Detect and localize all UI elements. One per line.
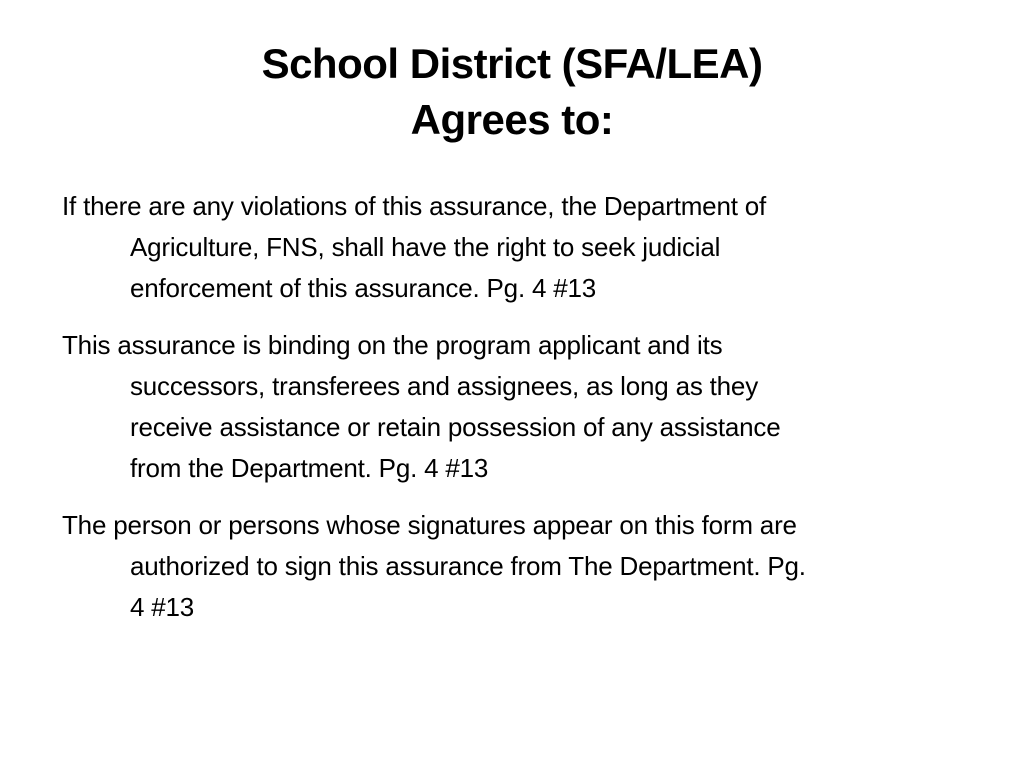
title-line-2: Agrees to: xyxy=(410,96,614,143)
paragraph-signatures xyxy=(62,505,962,628)
paragraph-line: If there are any violations of this assurance, the Department of xyxy=(62,191,767,221)
paragraph-line: successors, transferees and assignees, as long as they xyxy=(130,371,758,401)
title-line-1: School District (SFA/LEA) xyxy=(261,40,763,87)
paragraph-line: The person or persons whose signatures appear on this form are xyxy=(62,510,797,540)
paragraph-binding xyxy=(62,325,962,489)
paragraph-line: authorized to sign this assurance from The Department. Pg. xyxy=(130,551,806,581)
paragraph-line: 4 #13 xyxy=(130,592,195,622)
slide-body xyxy=(62,186,962,644)
paragraph-line: enforcement of this assurance. Pg. 4 #13 xyxy=(130,273,597,303)
paragraph-line: This assurance is binding on the program applicant and its xyxy=(62,330,723,360)
paragraph-line: Agriculture, FNS, shall have the right to seek judicial xyxy=(130,232,721,262)
paragraph-line: from the Department. Pg. 4 #13 xyxy=(130,453,489,483)
paragraph-line: receive assistance or retain possession of any assistance xyxy=(130,412,781,442)
slide-title xyxy=(60,36,964,148)
paragraph-violations xyxy=(62,186,962,309)
